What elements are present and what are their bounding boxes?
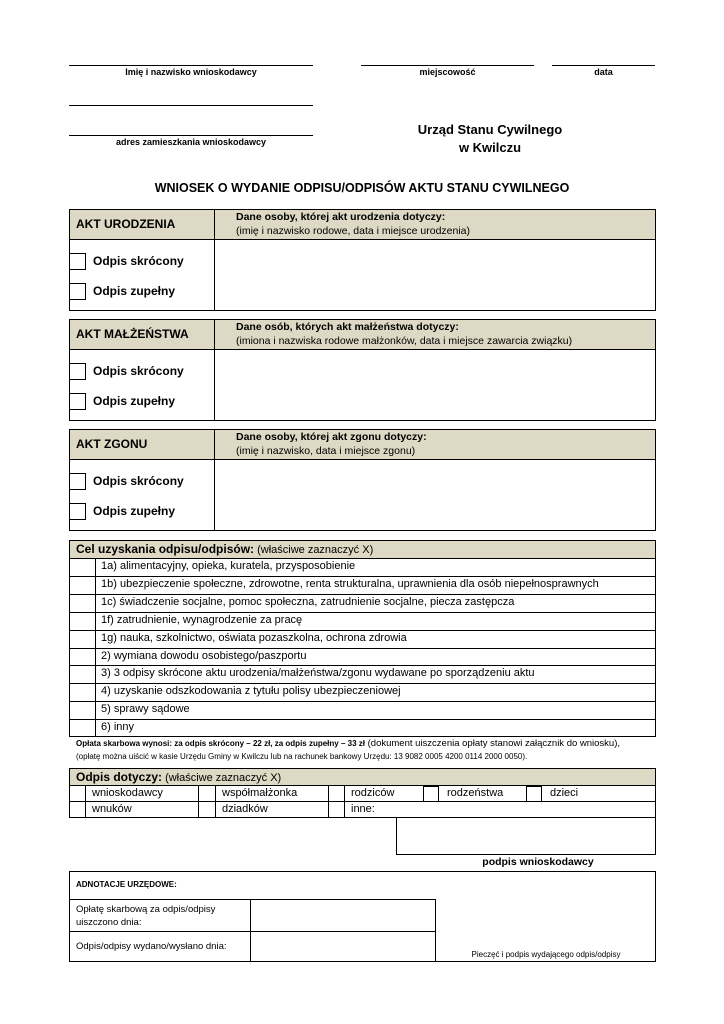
applicant-name-line[interactable]: [69, 65, 313, 66]
birth-full-label: Odpis zupełny: [93, 284, 176, 298]
purpose-row-divider: [69, 701, 656, 702]
date-label: data: [594, 67, 613, 77]
concerns-col-3a: [328, 785, 329, 818]
purpose-item-label: 4) uzyskanie odszkodowania z tytułu polisy ubezpieczeniowej: [101, 685, 401, 698]
official-title: ADNOTACJE URZĘDOWE:: [76, 880, 177, 889]
marriage-data-title: Dane osób, których akt małżeństwa dotyczy:: [236, 321, 459, 333]
marriage-title: AKT MAŁŻEŃSTWA: [76, 327, 189, 341]
purpose-row-divider: [69, 648, 656, 649]
official-issued-date-field[interactable]: [251, 932, 435, 961]
purpose-row-divider: [69, 630, 656, 631]
purpose-checkbox[interactable]: [70, 666, 95, 682]
purpose-item-label: 1f) zatrudnienie, wynagrodzenie za pracę: [101, 613, 303, 626]
concerns-hint: (właściwe zaznaczyć X): [162, 772, 282, 784]
purpose-item-label: 1b) ubezpieczenie społeczne, zdrowotne, renta strukturalna, uprawnienia dla osób niepełnosprawnych: [101, 577, 599, 590]
signature-label: podpis wnioskodawcy: [482, 856, 594, 868]
death-data-sub: (imię i nazwisko, data i miejsce zgonu): [236, 445, 416, 457]
purpose-checkbox[interactable]: [70, 720, 95, 736]
concerns-spouse: współmałżonka: [222, 787, 298, 799]
birth-title: AKT URODZENIA: [76, 217, 176, 231]
purpose-hint: (właściwe zaznaczyć X): [254, 544, 374, 556]
concerns-grandchildren: wnuków: [92, 803, 132, 815]
marriage-short-label: Odpis skrócony: [93, 364, 184, 378]
death-data-title: Dane osoby, której akt zgonu dotyczy:: [236, 431, 427, 443]
purpose-checkbox[interactable]: [70, 684, 95, 700]
purpose-item-label: 6) inny: [101, 721, 135, 734]
concerns-other-field[interactable]: [396, 801, 656, 818]
date-line[interactable]: [552, 65, 655, 66]
marriage-full-label: Odpis zupełny: [93, 394, 176, 408]
purpose-item-label: 3) 3 odpisy skrócone aktu urodzenia/małżeństwa/zgonu wydawane po sporządzeniu aktu: [101, 667, 535, 680]
purpose-checkbox[interactable]: [70, 577, 95, 593]
concerns-children-checkbox[interactable]: [526, 786, 542, 802]
purpose-item-label: 1a) alimentacyjny, opieka, kuratela, przysposobienie: [101, 560, 356, 572]
office-line1: Urząd Stanu Cywilnego: [417, 122, 563, 137]
death-full-checkbox[interactable]: [69, 503, 86, 520]
birth-short-checkbox[interactable]: [69, 253, 86, 270]
birth-data-field[interactable]: [215, 240, 656, 311]
marriage-short-checkbox[interactable]: [69, 363, 86, 380]
purpose-checkbox[interactable]: [70, 631, 95, 647]
fee-normal: (dokument uiszczenia opłaty stanowi załącznik do wniosku),: [364, 738, 621, 749]
death-title: AKT ZGONU: [76, 437, 148, 451]
purpose-checkbox[interactable]: [70, 702, 95, 718]
address-label: adres zamieszkania wnioskodawcy: [115, 137, 267, 147]
birth-data-title: Dane osoby, której akt urodzenia dotyczy:: [236, 211, 446, 223]
purpose-checkbox[interactable]: [70, 613, 95, 629]
birth-short-label: Odpis skrócony: [93, 254, 184, 268]
concerns-grandparents: dziadków: [222, 803, 268, 815]
office-name: [380, 121, 600, 157]
purpose-checkbox[interactable]: [70, 595, 95, 611]
signature-box[interactable]: [396, 817, 656, 855]
purpose-row-divider: [69, 612, 656, 613]
purpose-item-label: 1g) nauka, szkolnictwo, oświata pozaszkolna, ochrona zdrowia: [101, 631, 407, 644]
death-short-label: Odpis skrócony: [93, 474, 184, 488]
death-full-label: Odpis zupełny: [93, 504, 176, 518]
purpose-item-label: 5) sprawy sądowe: [101, 703, 190, 716]
place-line[interactable]: [361, 65, 534, 66]
concerns-siblings: rodzeństwa: [447, 787, 504, 799]
fee-note: [76, 738, 666, 749]
concerns-siblings-checkbox[interactable]: [423, 786, 439, 802]
concerns-col-2a: [198, 785, 199, 818]
concerns-other: inne:: [351, 803, 375, 815]
purpose-row-divider: [69, 683, 656, 684]
concerns-applicant: wnioskodawcy: [92, 787, 163, 799]
marriage-data-field[interactable]: [215, 350, 656, 421]
form-title: WNIOSEK O WYDANIE ODPISU/ODPISÓW AKTU STANU CYWILNEGO: [154, 181, 570, 195]
marriage-full-checkbox[interactable]: [69, 393, 86, 410]
birth-full-checkbox[interactable]: [69, 283, 86, 300]
address-line-2[interactable]: [69, 135, 313, 136]
purpose-checkbox[interactable]: [70, 649, 95, 665]
concerns-parents: rodziców: [351, 787, 395, 799]
purpose-item-label: 2) wymiana dowodu osobistego/paszportu: [101, 649, 307, 662]
concerns-title: [76, 770, 281, 784]
official-issued-label: Odpis/odpisy wydano/wysłano dnia:: [76, 941, 227, 952]
concerns-children: dzieci: [550, 787, 579, 799]
purpose-row-divider: [69, 719, 656, 720]
applicant-name-label: Imię i nazwisko wnioskodawcy: [125, 67, 257, 77]
death-data-field[interactable]: [215, 460, 656, 531]
concerns-col-1: [85, 785, 86, 818]
purpose-title: [76, 542, 373, 556]
birth-data-sub: (imię i nazwisko rodowe, data i miejsce urodzenia): [236, 225, 471, 237]
purpose-title-text: Cel uzyskania odpisu/odpisów:: [76, 542, 255, 556]
concerns-col-3b: [344, 785, 345, 818]
place-label: miejscowość: [419, 67, 476, 77]
purpose-row-divider: [69, 576, 656, 577]
death-short-checkbox[interactable]: [69, 473, 86, 490]
official-stamp-label: Pieczęć i podpis wydającego odpis/odpisy: [471, 950, 621, 959]
concerns-col-2b: [215, 785, 216, 818]
purpose-row-divider: [69, 665, 656, 666]
marriage-data-sub: (imiona i nazwiska rodowe małżonków, data i miejsce zawarcia związku): [236, 335, 573, 347]
concerns-title-text: Odpis dotyczy:: [76, 770, 163, 784]
official-fee-date-field[interactable]: [251, 900, 435, 931]
office-line2: w Kwilczu: [458, 140, 522, 155]
purpose-item-label: 1c) świadczenie socjalne, pomoc społeczna, zatrudnienie socjalne, piecza zastępcza: [101, 595, 515, 608]
purpose-row-divider: [69, 594, 656, 595]
fee-bold: Opłata skarbowa wynosi: za odpis skrócony – 22 zł, za odpis zupełny – 33 zł: [76, 739, 365, 748]
address-line-1[interactable]: [69, 105, 313, 106]
official-fee-label: Opłatę skarbową za odpis/odpisy uiszczono dnia:: [76, 904, 216, 928]
purpose-checkbox[interactable]: [70, 559, 95, 575]
fee-line2: (opłatę można uiścić w kasie Urzędu Gminy w Kwilczu lub na rachunek bankowy Urzędu: 13 9082 0005 4200 0114 2000 0050).: [76, 752, 528, 761]
